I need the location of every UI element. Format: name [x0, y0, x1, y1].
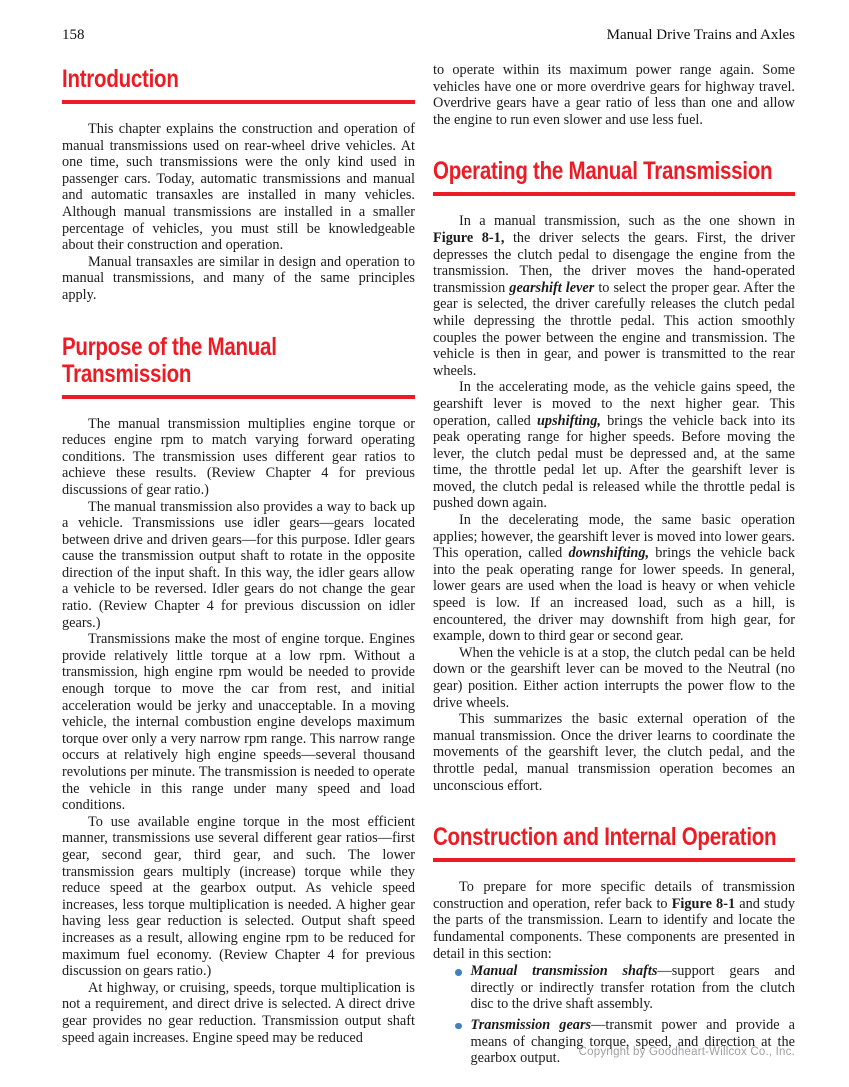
section-heading-line: Introduction	[62, 65, 179, 93]
text-run: The manual transmission multiplies engine torque or reduces engine rpm to match varying forward operating conditions. The transmission uses different gear ratios to achieve these results. (Review Chapter 4 for previous discussions of gear ratio.)	[62, 415, 415, 498]
text-run: To use available engine torque in the most efficient manner, transmissions use several different gear ratios—first gear, second gear, third gear, and such. The lower transmission gears multiply (increase) torque while they reduce speed at the gearbox output. As vehicle speed increases, less torque multiplication is needed. A higher gear having less gear reduction is selected. Output shaft speed increases as a result, allowing engine rpm to be reduced for maximum fuel economy. (Review Chapter 4 for previous discussion on gears ratio.)	[62, 813, 415, 980]
text-run: This summarizes the basic external operation of the manual transmission. Once the driver learns to coordinate the movements of the gearshift lever, the clutch pedal, and the throttle pedal, manual transmission operation becomes an unconscious effort.	[433, 711, 795, 794]
bullet-item	[433, 963, 795, 1013]
text-run: brings the vehicle back into its peak operating range for higher speeds. Before moving the lever, the clutch pedal must be depressed and, at the same time, the throttle pedal let up. After the gearshift lever is moved, the clutch pedal is released while the throttle pedal is pushed down again.	[433, 412, 796, 512]
right-column	[433, 62, 795, 1071]
body-paragraph	[62, 499, 415, 632]
bullet-item	[433, 1017, 795, 1067]
section-heading-line: Construction and Internal Operation	[433, 823, 777, 852]
body-paragraph	[433, 213, 795, 379]
body-paragraph	[433, 62, 795, 128]
text-run: to select the proper gear. After the gear is selected, the driver carefully releases the clutch pedal while depressing the throttle pedal. This action smoothly couples the power between the engine and transmission. The vehicle is then in gear, and power is transmitted to the rear wheels.	[433, 279, 796, 379]
bullet-text	[471, 963, 796, 1013]
text-run: In the decelerating mode, the same basic operation applies; however, the gearshift lever is moved into lower gears. This operation, called	[433, 512, 795, 562]
section-heading-line: Transmission	[62, 359, 192, 388]
text-run: To prepare for more specific details of transmission construction and operation, refer back to	[433, 879, 795, 912]
text-run: Manual transaxles are similar in design and operation to manual transmissions, and many of the same principles apply.	[62, 253, 415, 303]
section-heading	[433, 158, 795, 196]
bullet-text	[471, 1017, 796, 1067]
text-run: When the vehicle is at a stop, the clutch pedal can be held down or the gearshift lever can be moved to the Neutral (no gear) position. Either action interrupts the power flow to the drive wheels.	[433, 644, 795, 711]
body-paragraph	[62, 980, 415, 1046]
body-paragraph	[433, 879, 795, 962]
body-paragraph	[62, 121, 415, 254]
emphasis-run: Manual transmission shafts	[470, 963, 658, 980]
emphasis-run: gearshift lever	[509, 279, 595, 296]
section-heading	[62, 334, 415, 399]
body-paragraph	[433, 711, 795, 794]
text-run: In a manual transmission, such as the one shown in	[459, 213, 795, 230]
body-paragraph	[433, 379, 795, 512]
body-paragraph	[433, 645, 795, 711]
heading-rule	[433, 858, 795, 862]
heading-rule	[62, 100, 415, 104]
bullet-icon	[455, 969, 462, 976]
text-run: brings the vehicle back into the peak operating range for lower speeds. In general, lower gears are used when the load is heavy or when vehicle speed is low. If an increased load, such as a hill, is encountered, the driver may downshift from high gear, for example, down to third gear or second gear.	[433, 545, 795, 645]
section-heading	[433, 824, 795, 862]
emphasis-run: upshifting,	[536, 412, 601, 429]
section-heading-line: Operating the Manual Transmission	[433, 157, 773, 186]
heading-rule	[433, 192, 795, 196]
section-heading	[62, 66, 415, 104]
text-run: Transmissions make the most of engine torque. Engines provide relatively little torque at a low rpm. Without a transmission, high engine rpm would be needed to provide enough torque to move the car from rest, and initial acceleration would be jerky and unacceptable. In a moving vehicle, the internal combustion engine develops maximum torque over only a very narrow rpm range. This narrow range occurs at relatively high engine speeds—several thousand revolutions per minute. The transmission is needed to operate the vehicle in this range under many speed and load conditions.	[62, 631, 415, 814]
section-heading-line: Purpose of the Manual	[62, 332, 277, 361]
text-run: —support gears and directly or indirectly transfer rotation from the clutch disc to the drive shaft assembly.	[470, 963, 795, 1013]
left-column	[62, 62, 415, 1046]
emphasis-run: Figure 8-1	[671, 895, 736, 912]
page-number: 158	[62, 27, 85, 43]
text-run: This chapter explains the construction and operation of manual transmissions used on rear-wheel drive vehicles. At one time, such transmissions were the only kind used in passenger cars. Today, automatic transmissions and manual and automatic transaxles are installed in many vehicles. Although manual transmissions are installed in a smaller percentage of vehicles, you must still be knowledgeable about their construction and operation.	[62, 121, 415, 254]
text-run: the driver selects the gears. First, the driver depresses the clutch pedal to disengage the engine from the transmission. Then, the driver moves the hand-operated transmission	[433, 229, 795, 296]
emphasis-run: Figure 8-1,	[433, 229, 505, 246]
bullet-icon	[455, 1023, 462, 1030]
heading-rule	[62, 395, 415, 399]
body-paragraph	[62, 814, 415, 980]
emphasis-run: downshifting,	[568, 545, 650, 562]
page-header	[62, 26, 795, 44]
text-run: The manual transmission also provides a way to back up a vehicle. Transmissions use idler gears—gears located between drive and driven gears—for this purpose. Idler gears cause the transmission output shaft to rotate in the opposite direction of the input shaft. In this way, the idler gears allow a vehicle to be reversed. Idler gears do not change the gear ratio. (Review Chapter 4 for previous discussion on idler gears.)	[62, 498, 415, 631]
body-paragraph	[433, 512, 795, 645]
body-paragraph	[62, 254, 415, 304]
running-head-title: Manual Drive Trains and Axles	[606, 27, 795, 43]
text-run: In the accelerating mode, as the vehicle gains speed, the gearshift lever is moved to the next higher gear. This operation, called	[433, 379, 795, 429]
text-run: and study the parts of the transmission. Learn to identify and locate the fundamental components. These components are presented in detail in this section:	[433, 895, 795, 962]
text-run: At highway, or cruising, speeds, torque multiplication is not a requirement, and direct drive is selected. A direct drive gear provides no gear reduction. Transmission output shaft speed again increases. Engine speed may be reduced	[62, 979, 415, 1046]
text-run: —transmit power and provide a means of changing torque, speed, and direction at the gearbox output.	[470, 1016, 795, 1067]
copyright-notice: Copyright by Goodheart-Willcox Co., Inc.	[578, 1046, 795, 1058]
text-run: to operate within its maximum power range again. Some vehicles have one or more overdrive gears for highway travel. Overdrive gears have a gear ratio of less than one and allow the engine to run even slower and use less fuel.	[433, 62, 795, 128]
body-paragraph	[62, 631, 415, 814]
emphasis-run: Transmission gears	[470, 1016, 592, 1033]
body-paragraph	[62, 416, 415, 499]
